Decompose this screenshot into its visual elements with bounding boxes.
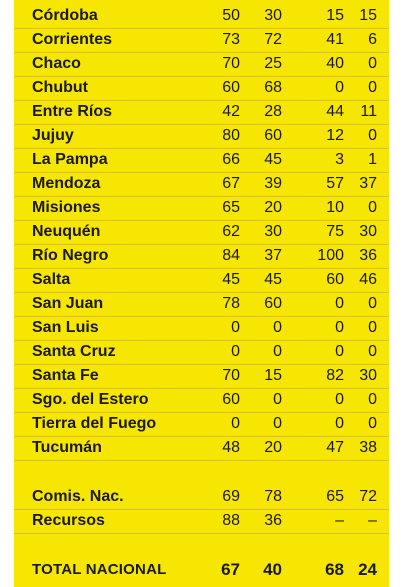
row-value-1: 0 [231, 415, 240, 432]
table-row [14, 388, 389, 413]
total-label: TOTAL NACIONAL [32, 561, 167, 578]
row-value-2: 68 [264, 79, 282, 96]
table-row [14, 172, 389, 197]
table-row [14, 4, 389, 29]
row-name: Río Negro [32, 247, 109, 264]
row-value-3: 10 [326, 199, 344, 216]
row-name: Santa Cruz [32, 343, 116, 360]
row-value-1: 50 [222, 7, 240, 24]
row-value-1: 60 [222, 391, 240, 408]
row-value-3: 100 [317, 247, 344, 264]
row-value-2: 45 [264, 151, 282, 168]
table-row [14, 316, 389, 341]
table-row [14, 148, 389, 173]
row-value-2: 45 [264, 271, 282, 288]
row-value-4: 6 [368, 31, 377, 48]
table-row [14, 244, 389, 269]
row-value-4: 37 [359, 175, 377, 192]
row-value-1: 67 [222, 175, 240, 192]
row-value-4: 36 [359, 247, 377, 264]
row-value-3: 41 [326, 31, 344, 48]
row-value-3: 47 [326, 439, 344, 456]
row-value-1: 48 [222, 439, 240, 456]
row-value-3: 75 [326, 223, 344, 240]
total-row [14, 558, 389, 582]
row-name: San Juan [32, 295, 104, 312]
row-value-4: 0 [368, 127, 377, 144]
row-value-4: 0 [368, 319, 377, 336]
row-value-3: 82 [326, 367, 344, 384]
table-row [14, 340, 389, 365]
table-row [14, 100, 389, 125]
row-name: Corrientes [32, 31, 113, 48]
row-value-4: 46 [359, 271, 377, 288]
row-value-2: 30 [264, 223, 282, 240]
table-row [14, 196, 389, 221]
row-value-3: 0 [335, 295, 344, 312]
row-value-3: 0 [335, 343, 344, 360]
row-name: La Pampa [32, 151, 108, 168]
row-value-2: 15 [264, 367, 282, 384]
table-row [14, 509, 389, 534]
row-value-2: 78 [264, 488, 282, 505]
row-value-3: 3 [335, 151, 344, 168]
row-value-3: – [335, 512, 344, 529]
table-row [14, 28, 389, 53]
total-value-2: 40 [263, 560, 282, 579]
table-row [14, 76, 389, 101]
row-value-3: 15 [326, 7, 344, 24]
row-value-4: 0 [368, 415, 377, 432]
row-value-1: 73 [222, 31, 240, 48]
row-value-4: 72 [359, 488, 377, 505]
row-value-2: 37 [264, 247, 282, 264]
row-name: Córdoba [32, 7, 98, 24]
row-value-1: 69 [222, 488, 240, 505]
row-value-4: 0 [368, 295, 377, 312]
row-name: Chaco [32, 55, 81, 72]
table-row [14, 292, 389, 317]
row-value-1: 62 [222, 223, 240, 240]
row-value-4: 0 [368, 199, 377, 216]
row-value-2: 30 [264, 7, 282, 24]
row-value-3: 0 [335, 415, 344, 432]
row-value-2: 28 [264, 103, 282, 120]
row-value-2: 60 [264, 295, 282, 312]
total-value-4: 24 [358, 560, 377, 579]
row-value-2: 39 [264, 175, 282, 192]
row-value-4: 38 [359, 439, 377, 456]
row-value-3: 0 [335, 319, 344, 336]
row-value-1: 88 [222, 512, 240, 529]
row-name: Tierra del Fuego [32, 415, 157, 432]
row-value-2: 20 [264, 439, 282, 456]
row-name: San Luis [32, 319, 99, 336]
row-value-4: 11 [360, 103, 377, 120]
row-value-3: 0 [335, 391, 344, 408]
table-row [14, 485, 389, 510]
row-value-3: 0 [335, 79, 344, 96]
row-name: Sgo. del Estero [32, 391, 149, 408]
row-value-3: 40 [326, 55, 344, 72]
row-value-4: 15 [359, 7, 377, 24]
row-name: Mendoza [32, 175, 101, 192]
row-value-1: 80 [222, 127, 240, 144]
row-value-4: 30 [359, 367, 377, 384]
row-value-3: 60 [326, 271, 344, 288]
total-value-1: 67 [221, 560, 240, 579]
row-value-2: 0 [273, 391, 282, 408]
row-value-2: 25 [264, 55, 282, 72]
row-value-3: 57 [326, 175, 344, 192]
row-value-3: 12 [326, 127, 344, 144]
row-value-1: 45 [222, 271, 240, 288]
row-value-1: 78 [222, 295, 240, 312]
row-value-1: 60 [222, 79, 240, 96]
row-value-2: 72 [264, 31, 282, 48]
table-row [14, 436, 389, 461]
table-row [14, 268, 389, 293]
row-name: Neuquén [32, 223, 101, 240]
table-row [14, 220, 389, 245]
row-value-2: 36 [264, 512, 282, 529]
row-value-2: 0 [273, 319, 282, 336]
row-value-1: 84 [222, 247, 240, 264]
row-value-1: 42 [222, 103, 240, 120]
table-row [14, 412, 389, 437]
table-row [14, 124, 389, 149]
table-row [14, 364, 389, 389]
row-value-4: – [368, 512, 377, 529]
total-value-3: 68 [325, 560, 344, 579]
table-row [14, 52, 389, 77]
row-value-4: 0 [368, 55, 377, 72]
row-value-4: 0 [368, 79, 377, 96]
row-name: Salta [32, 271, 71, 288]
row-value-2: 0 [273, 415, 282, 432]
row-value-2: 0 [273, 343, 282, 360]
row-value-1: 70 [222, 367, 240, 384]
row-value-4: 0 [368, 343, 377, 360]
row-name: Jujuy [32, 127, 74, 144]
row-value-1: 0 [231, 343, 240, 360]
results-table [14, 0, 389, 587]
row-name: Chubut [32, 79, 88, 96]
row-value-4: 1 [368, 151, 377, 168]
row-value-4: 30 [359, 223, 377, 240]
row-value-1: 66 [222, 151, 240, 168]
row-value-1: 65 [222, 199, 240, 216]
row-name: Recursos [32, 512, 105, 529]
row-value-4: 0 [368, 391, 377, 408]
row-name: Comis. Nac. [32, 488, 124, 505]
row-value-3: 44 [326, 103, 344, 120]
row-value-3: 65 [326, 488, 344, 505]
row-value-1: 0 [231, 319, 240, 336]
row-name: Misiones [32, 199, 101, 216]
row-value-2: 60 [264, 127, 282, 144]
row-value-1: 70 [222, 55, 240, 72]
row-name: Entre Ríos [32, 103, 113, 120]
row-value-2: 20 [264, 199, 282, 216]
row-name: Santa Fe [32, 367, 99, 384]
row-name: Tucumán [32, 439, 102, 456]
